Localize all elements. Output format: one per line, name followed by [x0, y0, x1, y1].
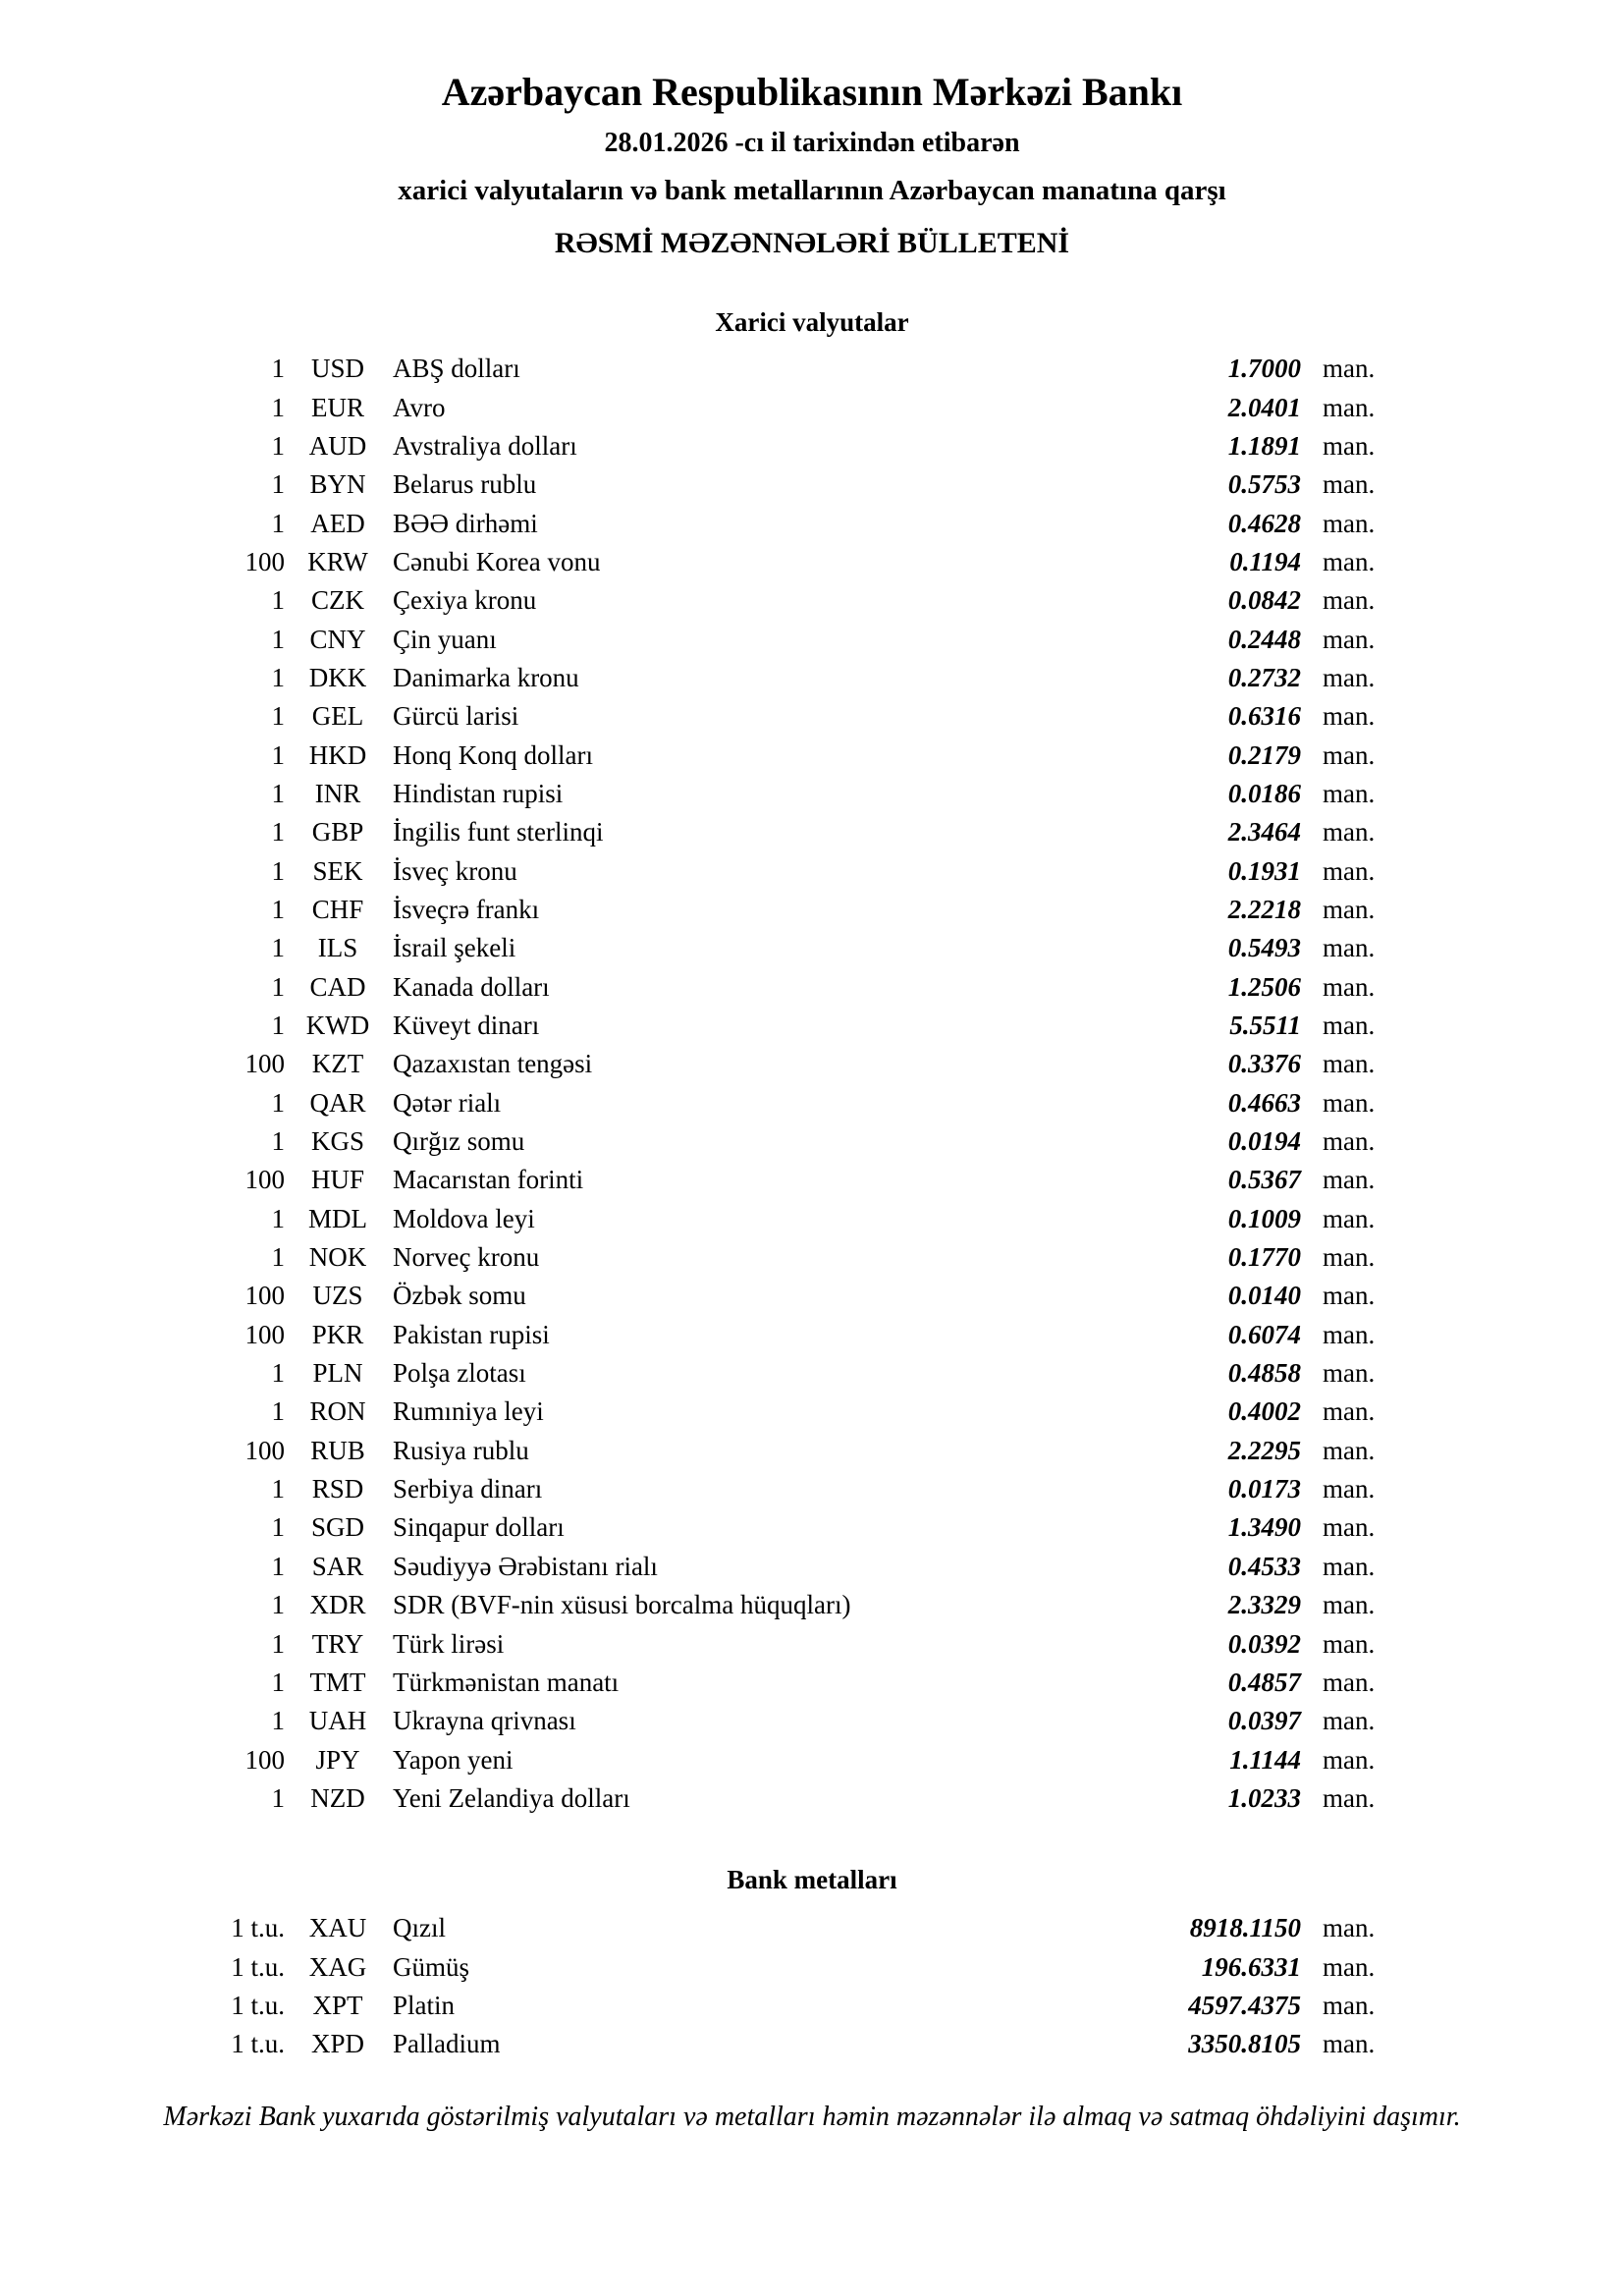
- currency-rate: 0.1009: [1227, 1203, 1301, 1233]
- currency-row: [0, 813, 1624, 851]
- currency-qty: 100: [244, 1435, 285, 1465]
- currency-qty: 100: [244, 546, 285, 576]
- currency-qty: 1: [271, 1203, 285, 1233]
- unit-label: man.: [1323, 1242, 1376, 1273]
- unit-label: man.: [1323, 469, 1376, 500]
- currency-code: TRY: [311, 1628, 364, 1659]
- currency-code: SGD: [310, 1512, 364, 1543]
- currency-row: [0, 621, 1624, 659]
- currency-row: [0, 543, 1624, 581]
- currency-rate: 2.0401: [1227, 392, 1301, 422]
- currency-rate: 5.5511: [1229, 1011, 1301, 1041]
- currency-row: [0, 581, 1624, 620]
- currency-name: Kanada dolları: [393, 971, 550, 1002]
- currency-qty: 1: [271, 1358, 285, 1389]
- currency-name: İsveç kronu: [393, 855, 517, 886]
- currency-qty: 1: [271, 624, 285, 654]
- currency-qty: 1: [271, 1706, 285, 1736]
- currency-code: TMT: [309, 1667, 366, 1697]
- unit-label: man.: [1323, 1667, 1376, 1697]
- currency-rate: 1.2506: [1227, 971, 1301, 1002]
- unit-label: man.: [1323, 1706, 1376, 1736]
- currency-qty: 1: [271, 430, 285, 461]
- currency-rate: 0.0186: [1227, 778, 1301, 808]
- currency-code: RSD: [311, 1474, 364, 1504]
- metal-code: XAU: [308, 1913, 367, 1943]
- currency-name: Moldova leyi: [393, 1203, 535, 1233]
- currency-rate: 1.3490: [1227, 1512, 1301, 1543]
- unit-label: man.: [1323, 392, 1376, 422]
- currency-code: HUF: [310, 1165, 364, 1195]
- unit-label: man.: [1323, 1590, 1376, 1620]
- metal-qty: 1 t.u.: [231, 1913, 285, 1943]
- currency-rate: 0.4002: [1227, 1396, 1301, 1427]
- unit-label: man.: [1323, 894, 1376, 924]
- unit-label: man.: [1323, 1281, 1376, 1311]
- currency-code: CZK: [311, 585, 364, 616]
- unit-label: man.: [1323, 701, 1376, 732]
- currency-qty: 1: [271, 1087, 285, 1118]
- currency-row: [0, 697, 1624, 736]
- currency-code: AED: [310, 508, 365, 538]
- currency-row: [0, 737, 1624, 775]
- currency-code: DKK: [308, 662, 367, 692]
- currency-code: CHF: [311, 894, 364, 924]
- currency-code: JPY: [315, 1744, 360, 1775]
- currency-rate: 0.2179: [1227, 739, 1301, 770]
- currency-row: [0, 929, 1624, 967]
- currency-rate: 0.5753: [1227, 469, 1301, 500]
- currency-name: SDR (BVF-nin xüsusi borcalma hüquqları): [393, 1590, 851, 1620]
- currency-row: [0, 1779, 1624, 1818]
- unit-label: man.: [1323, 1126, 1376, 1157]
- currency-rate: 0.4628: [1227, 508, 1301, 538]
- currency-rate: 0.0842: [1227, 585, 1301, 616]
- currencies-section-heading: Xarici valyutalar: [715, 307, 909, 338]
- currency-qty: 1: [271, 1590, 285, 1620]
- currency-name: Ukrayna qrivnası: [393, 1706, 576, 1736]
- currency-qty: 1: [271, 778, 285, 808]
- unit-label: man.: [1323, 1744, 1376, 1775]
- currency-code: KWD: [305, 1011, 370, 1041]
- currency-qty: 1: [271, 1782, 285, 1813]
- currency-name: Yeni Zelandiya dolları: [393, 1782, 630, 1813]
- currency-row: [0, 427, 1624, 465]
- unit-label: man.: [1323, 778, 1376, 808]
- obligation-note: Mərkəzi Bank yuxarıda göstərilmiş valyutaları və metalları həmin məzənnələr ilə almaq və satmaq öhdəliyini daşımır.: [163, 2101, 1461, 2132]
- currency-code: USD: [310, 354, 364, 384]
- currency-row: [0, 1393, 1624, 1431]
- currency-rate: 0.1931: [1227, 855, 1301, 886]
- currency-name: Serbiya dinarı: [393, 1474, 543, 1504]
- currency-rate: 0.3376: [1227, 1049, 1301, 1079]
- unit-label: man.: [1323, 1551, 1376, 1581]
- currency-rate: 1.0233: [1227, 1782, 1301, 1813]
- currency-qty: 1: [271, 855, 285, 886]
- currency-name: Gürcü larisi: [393, 701, 519, 732]
- currency-row: [0, 775, 1624, 813]
- currency-qty: 1: [271, 1474, 285, 1504]
- currency-name: Qazaxıstan tengəsi: [393, 1049, 593, 1079]
- currency-row: [0, 852, 1624, 891]
- currency-row: [0, 350, 1624, 388]
- currency-qty: 1: [271, 508, 285, 538]
- currency-rate: 0.0140: [1227, 1281, 1301, 1311]
- currency-name: Avstraliya dolları: [393, 430, 577, 461]
- currency-name: ABŞ dolları: [393, 354, 520, 384]
- unit-label: man.: [1323, 430, 1376, 461]
- currency-row: [0, 1664, 1624, 1702]
- currency-row: [0, 1508, 1624, 1547]
- currency-rate: 0.0173: [1227, 1474, 1301, 1504]
- unit-label: man.: [1323, 662, 1376, 692]
- unit-label: man.: [1323, 1512, 1376, 1543]
- currency-rate: 1.7000: [1227, 354, 1301, 384]
- currency-row: [0, 659, 1624, 697]
- currency-rate: 0.4533: [1227, 1551, 1301, 1581]
- currency-name: Qırğız somu: [393, 1126, 525, 1157]
- currency-row: [0, 1432, 1624, 1470]
- currency-name: Rumıniya leyi: [393, 1396, 544, 1427]
- currency-row: [0, 968, 1624, 1007]
- unit-label: man.: [1323, 546, 1376, 576]
- currency-table: [0, 350, 1624, 1818]
- currency-qty: 1: [271, 585, 285, 616]
- currency-code: EUR: [311, 392, 364, 422]
- unit-label: man.: [1323, 1011, 1376, 1041]
- unit-label: man.: [1323, 1913, 1376, 1943]
- metal-rate: 3350.8105: [1188, 2029, 1301, 2059]
- currency-code: KZT: [311, 1049, 364, 1079]
- currency-name: İngilis funt sterlinqi: [393, 817, 604, 847]
- currency-qty: 1: [271, 739, 285, 770]
- currency-name: Çin yuanı: [393, 624, 497, 654]
- currency-name: İsveçrə frankı: [393, 894, 540, 924]
- currency-name: Sinqapur dolları: [393, 1512, 565, 1543]
- currency-row: [0, 465, 1624, 504]
- currency-rate: 0.0392: [1227, 1628, 1301, 1659]
- currency-name: Belarus rublu: [393, 469, 537, 500]
- currency-name: Hindistan rupisi: [393, 778, 564, 808]
- unit-label: man.: [1323, 1991, 1376, 2021]
- currency-row: [0, 1741, 1624, 1779]
- currency-rate: 2.3329: [1227, 1590, 1301, 1620]
- currency-qty: 1: [271, 1396, 285, 1427]
- unit-label: man.: [1323, 2029, 1376, 2059]
- currency-name: Yapon yeni: [393, 1744, 514, 1775]
- unit-label: man.: [1323, 971, 1376, 1002]
- currency-name: Macarıstan forinti: [393, 1165, 584, 1195]
- effective-date-line: 28.01.2026 -cı il tarixindən etibarən: [604, 128, 1020, 158]
- currency-name: Qətər rialı: [393, 1087, 502, 1118]
- currency-qty: 1: [271, 1628, 285, 1659]
- currency-name: İsrail şekeli: [393, 933, 516, 963]
- metal-row: [0, 1987, 1624, 2025]
- currency-row: [0, 1586, 1624, 1624]
- currency-code: SEK: [312, 855, 363, 886]
- currency-qty: 100: [244, 1319, 285, 1349]
- currency-code: INR: [314, 778, 361, 808]
- metal-name: Qızıl: [393, 1913, 446, 1943]
- currency-qty: 1: [271, 701, 285, 732]
- metal-row: [0, 1909, 1624, 1947]
- metal-name: Gümüş: [393, 1951, 470, 1982]
- currency-rate: 0.1194: [1229, 546, 1301, 576]
- metal-rate: 196.6331: [1201, 1951, 1301, 1982]
- currency-code: MDL: [308, 1203, 367, 1233]
- currency-qty: 1: [271, 1667, 285, 1697]
- unit-label: man.: [1323, 933, 1376, 963]
- currency-name: Türkmənistan manatı: [393, 1667, 620, 1697]
- currency-code: NZD: [310, 1782, 365, 1813]
- currency-row: [0, 1702, 1624, 1740]
- unit-label: man.: [1323, 1087, 1376, 1118]
- bulletin-subtitle: xarici valyutaların və bank metallarının Azərbaycan manatına qarşı: [398, 175, 1226, 207]
- currency-row: [0, 1007, 1624, 1045]
- currency-name: Pakistan rupisi: [393, 1319, 550, 1349]
- currency-rate: 0.5493: [1227, 933, 1301, 963]
- currency-name: Cənubi Korea vonu: [393, 546, 601, 576]
- currency-code: UAH: [308, 1706, 367, 1736]
- currency-qty: 100: [244, 1744, 285, 1775]
- metal-table: [0, 1909, 1624, 2063]
- currency-rate: 0.2732: [1227, 662, 1301, 692]
- metal-code: XPD: [310, 2029, 364, 2059]
- currency-rate: 0.1770: [1227, 1242, 1301, 1273]
- currency-code: NOK: [308, 1242, 367, 1273]
- currency-code: UZS: [312, 1281, 363, 1311]
- currency-code: KRW: [307, 546, 368, 576]
- currency-name: Çexiya kronu: [393, 585, 537, 616]
- currency-code: RUB: [310, 1435, 365, 1465]
- bulletin-title: RƏSMİ MƏZƏNNƏLƏRİ BÜLLETENİ: [554, 227, 1070, 260]
- currency-qty: 1: [271, 971, 285, 1002]
- unit-label: man.: [1323, 1435, 1376, 1465]
- unit-label: man.: [1323, 1396, 1376, 1427]
- unit-label: man.: [1323, 1474, 1376, 1504]
- currency-code: CAD: [309, 971, 366, 1002]
- unit-label: man.: [1323, 1782, 1376, 1813]
- currency-name: Rusiya rublu: [393, 1435, 529, 1465]
- unit-label: man.: [1323, 739, 1376, 770]
- currency-qty: 1: [271, 1512, 285, 1543]
- currency-rate: 0.4858: [1227, 1358, 1301, 1389]
- metal-code: XAG: [308, 1951, 367, 1982]
- currency-qty: 1: [271, 894, 285, 924]
- currency-qty: 100: [244, 1049, 285, 1079]
- unit-label: man.: [1323, 508, 1376, 538]
- currency-row: [0, 1316, 1624, 1354]
- currency-code: GBP: [311, 817, 364, 847]
- currency-row: [0, 505, 1624, 543]
- currency-name: Polşa zlotası: [393, 1358, 526, 1389]
- unit-label: man.: [1323, 1203, 1376, 1233]
- unit-label: man.: [1323, 585, 1376, 616]
- metal-qty: 1 t.u.: [231, 1991, 285, 2021]
- unit-label: man.: [1323, 855, 1376, 886]
- currency-rate: 0.6316: [1227, 701, 1301, 732]
- currency-rate: 2.2218: [1227, 894, 1301, 924]
- metal-qty: 1 t.u.: [231, 1951, 285, 1982]
- unit-label: man.: [1323, 1628, 1376, 1659]
- currency-rate: 0.0397: [1227, 1706, 1301, 1736]
- currency-name: Küveyt dinarı: [393, 1011, 540, 1041]
- currency-name: Türk lirəsi: [393, 1628, 505, 1659]
- currency-row: [0, 1238, 1624, 1277]
- metal-row: [0, 2025, 1624, 2063]
- unit-label: man.: [1323, 1049, 1376, 1079]
- metal-row: [0, 1948, 1624, 1987]
- currency-code: GEL: [311, 701, 364, 732]
- currency-row: [0, 1277, 1624, 1315]
- currency-qty: 1: [271, 662, 285, 692]
- currency-qty: 1: [271, 469, 285, 500]
- currency-rate: 0.4857: [1227, 1667, 1301, 1697]
- metal-qty: 1 t.u.: [231, 2029, 285, 2059]
- currency-row: [0, 389, 1624, 427]
- currency-row: [0, 1548, 1624, 1586]
- currency-row: [0, 1161, 1624, 1199]
- currency-rate: 0.2448: [1227, 624, 1301, 654]
- currency-row: [0, 1354, 1624, 1393]
- currency-qty: 1: [271, 933, 285, 963]
- metal-name: Platin: [393, 1991, 456, 2021]
- currency-row: [0, 1084, 1624, 1122]
- currency-code: CNY: [309, 624, 366, 654]
- metal-rate: 4597.4375: [1188, 1991, 1301, 2021]
- currency-rate: 0.0194: [1227, 1126, 1301, 1157]
- currency-code: PLN: [312, 1358, 363, 1389]
- currency-qty: 1: [271, 817, 285, 847]
- currency-rate: 0.6074: [1227, 1319, 1301, 1349]
- currency-qty: 1: [271, 1551, 285, 1581]
- currency-name: Norveç kronu: [393, 1242, 540, 1273]
- unit-label: man.: [1323, 817, 1376, 847]
- currency-rate: 1.1144: [1229, 1744, 1301, 1775]
- currency-row: [0, 1045, 1624, 1083]
- currency-code: HKD: [308, 739, 367, 770]
- currency-rate: 1.1891: [1227, 430, 1301, 461]
- currency-name: Avro: [393, 392, 446, 422]
- currency-code: RON: [309, 1396, 366, 1427]
- currency-qty: 100: [244, 1165, 285, 1195]
- currency-rate: 0.4663: [1227, 1087, 1301, 1118]
- bank-title: Azərbaycan Respublikasının Mərkəzi Bankı: [441, 70, 1183, 114]
- currency-row: [0, 1200, 1624, 1238]
- metal-rate: 8918.1150: [1189, 1913, 1301, 1943]
- unit-label: man.: [1323, 1165, 1376, 1195]
- currency-code: ILS: [317, 933, 358, 963]
- currency-qty: 1: [271, 1126, 285, 1157]
- unit-label: man.: [1323, 1319, 1376, 1349]
- currency-row: [0, 1625, 1624, 1664]
- currency-code: AUD: [308, 430, 367, 461]
- currency-row: [0, 891, 1624, 929]
- currency-code: PKR: [311, 1319, 364, 1349]
- currency-code: KGS: [310, 1126, 364, 1157]
- currency-code: XDR: [309, 1590, 366, 1620]
- unit-label: man.: [1323, 1358, 1376, 1389]
- currency-name: Danimarka kronu: [393, 662, 579, 692]
- currency-rate: 2.3464: [1227, 817, 1301, 847]
- unit-label: man.: [1323, 624, 1376, 654]
- currency-code: QAR: [309, 1087, 366, 1118]
- metals-section-heading: Bank metalları: [727, 1865, 897, 1895]
- unit-label: man.: [1323, 354, 1376, 384]
- currency-row: [0, 1122, 1624, 1161]
- currency-row: [0, 1470, 1624, 1508]
- metal-code: XPT: [312, 1991, 363, 2021]
- currency-name: Səudiyyə Ərəbistanı rialı: [393, 1551, 658, 1581]
- currency-code: SAR: [311, 1551, 364, 1581]
- currency-code: BYN: [309, 469, 366, 500]
- currency-name: BƏƏ dirhəmi: [393, 508, 538, 538]
- currency-qty: 1: [271, 354, 285, 384]
- currency-qty: 1: [271, 1011, 285, 1041]
- currency-qty: 1: [271, 1242, 285, 1273]
- currency-qty: 1: [271, 392, 285, 422]
- unit-label: man.: [1323, 1951, 1376, 1982]
- currency-name: Özbək somu: [393, 1281, 526, 1311]
- metal-name: Palladium: [393, 2029, 501, 2059]
- currency-rate: 0.5367: [1227, 1165, 1301, 1195]
- currency-name: Honq Konq dolları: [393, 739, 593, 770]
- currency-rate: 2.2295: [1227, 1435, 1301, 1465]
- currency-qty: 100: [244, 1281, 285, 1311]
